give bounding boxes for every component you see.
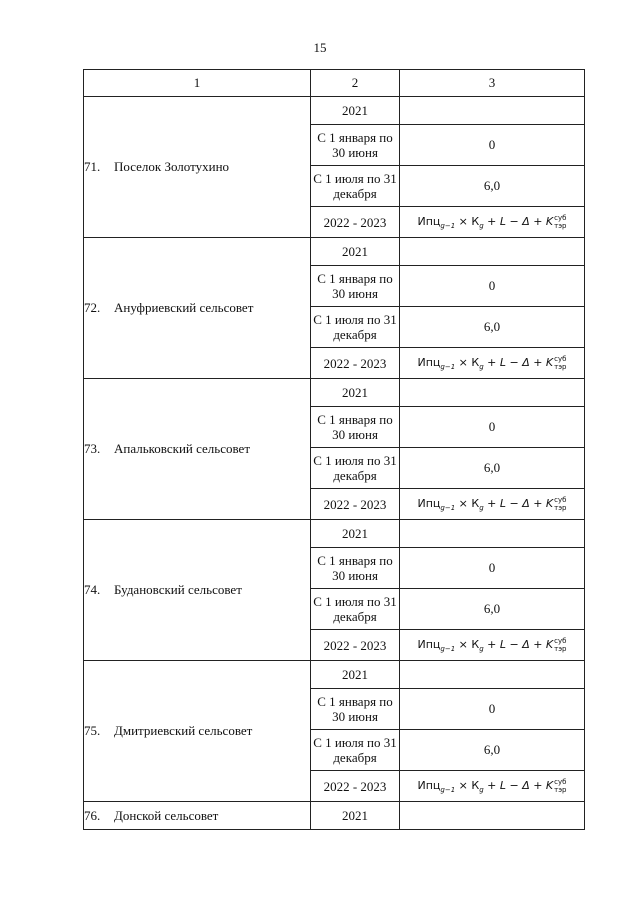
settlement-cell	[84, 238, 311, 379]
period-cell: С 1 января по 30 июня	[311, 548, 400, 589]
empty-cell	[400, 520, 585, 548]
formula-base: Ипц	[417, 637, 441, 651]
formula-base-subscript: g−1	[440, 504, 456, 513]
empty-cell	[400, 661, 585, 689]
settlement-number: 73.	[84, 441, 101, 456]
year-cell: 2021	[311, 520, 400, 548]
empty-cell	[400, 379, 585, 407]
period-cell: С 1 января по 30 июня	[311, 689, 400, 730]
formula-times-k: × К	[455, 637, 480, 651]
formula-times-k: × К	[455, 214, 480, 228]
settlement-cell	[84, 97, 311, 238]
period-cell: 2022 - 2023	[311, 489, 400, 520]
formula-base: Ипц	[417, 496, 441, 510]
formula-base-subscript: g−1	[440, 222, 456, 231]
period-cell: С 1 июля по 31 декабря	[311, 589, 400, 630]
formula-rest: + L − Δ + K	[483, 355, 554, 369]
value-cell: 6,0	[400, 730, 585, 771]
table-row	[84, 379, 585, 407]
empty-cell	[400, 802, 585, 830]
formula-k-subscript2: тэр	[554, 503, 567, 512]
period-cell: С 1 июля по 31 декабря	[311, 448, 400, 489]
formula-base: Ипц	[417, 214, 441, 228]
formula-cell	[400, 207, 585, 238]
period-cell: 2022 - 2023	[311, 630, 400, 661]
table-row	[84, 520, 585, 548]
empty-cell	[400, 238, 585, 266]
formula-k-subscript: g	[479, 645, 484, 654]
year-cell: 2021	[311, 97, 400, 125]
formula-k-superscript: суб	[554, 636, 567, 645]
formula-k-subscript2: тэр	[554, 785, 567, 794]
page-number: 15	[313, 40, 327, 55]
settlement-name: Ануфриевский сельсовет	[114, 300, 254, 315]
formula-k-superscript: суб	[554, 354, 567, 363]
period-cell: 2022 - 2023	[311, 771, 400, 802]
settlement-cell	[84, 520, 311, 661]
settlement-cell	[84, 379, 311, 520]
formula-cell	[400, 348, 585, 379]
period-cell: 2022 - 2023	[311, 207, 400, 238]
period-cell: С 1 июля по 31 декабря	[311, 307, 400, 348]
settlement-number: 71.	[84, 159, 101, 174]
formula-times-k: × К	[455, 355, 480, 369]
formula-cell	[400, 630, 585, 661]
value-cell: 6,0	[400, 448, 585, 489]
settlement-number: 75.	[84, 723, 101, 738]
settlement-name: Будановский сельсовет	[114, 582, 242, 597]
period-cell: 2022 - 2023	[311, 348, 400, 379]
value-cell: 6,0	[400, 166, 585, 207]
formula-base-subscript: g−1	[440, 786, 456, 795]
formula-k-superscript: суб	[554, 777, 567, 786]
formula-base: Ипц	[417, 355, 441, 369]
value-cell: 0	[400, 689, 585, 730]
formula-rest: + L − Δ + K	[483, 637, 554, 651]
period-cell: С 1 января по 30 июня	[311, 407, 400, 448]
value-cell: 6,0	[400, 589, 585, 630]
formula-times-k: × К	[455, 496, 480, 510]
year-cell: 2021	[311, 379, 400, 407]
formula-base: Ипц	[417, 778, 441, 792]
formula-k-subscript: g	[479, 504, 484, 513]
formula-k-indices	[554, 214, 566, 230]
year-cell: 2021	[311, 238, 400, 266]
formula-rest: + L − Δ + K	[483, 214, 554, 228]
formula-times-k: × К	[455, 778, 480, 792]
formula-k-subscript2: тэр	[554, 362, 567, 371]
settlement-cell	[84, 802, 311, 830]
empty-cell	[400, 97, 585, 125]
value-cell: 0	[400, 548, 585, 589]
column-header: 1	[84, 70, 311, 97]
table-header-row	[84, 70, 585, 97]
value-cell: 6,0	[400, 307, 585, 348]
formula-rest: + L − Δ + K	[483, 778, 554, 792]
year-cell: 2021	[311, 802, 400, 830]
column-header: 3	[400, 70, 585, 97]
table-row	[84, 238, 585, 266]
settlement-name: Поселок Золотухино	[114, 159, 230, 174]
settlement-name: Донской сельсовет	[114, 807, 219, 823]
formula-k-indices	[554, 355, 566, 371]
value-cell: 0	[400, 266, 585, 307]
settlement-name: Апальковский сельсовет	[114, 441, 251, 456]
formula-k-subscript2: тэр	[554, 644, 567, 653]
table-row	[84, 97, 585, 125]
settlement-number: 74.	[84, 582, 101, 597]
period-cell: С 1 января по 30 июня	[311, 125, 400, 166]
formula-k-indices	[554, 496, 566, 512]
formula-k-indices	[554, 637, 566, 653]
formula-base-subscript: g−1	[440, 363, 456, 372]
period-cell: С 1 июля по 31 декабря	[311, 730, 400, 771]
period-cell: С 1 июля по 31 декабря	[311, 166, 400, 207]
formula-cell	[400, 771, 585, 802]
year-cell: 2021	[311, 661, 400, 689]
value-cell: 0	[400, 407, 585, 448]
settlement-number: 76.	[84, 807, 101, 823]
formula-cell	[400, 489, 585, 520]
formula-k-subscript2: тэр	[554, 221, 567, 230]
tariff-table	[83, 69, 585, 830]
table-row	[84, 802, 585, 830]
formula-k-indices	[554, 778, 566, 794]
formula-rest: + L − Δ + K	[483, 496, 554, 510]
table-row	[84, 661, 585, 689]
settlement-cell	[84, 661, 311, 802]
formula-k-subscript: g	[479, 786, 484, 795]
column-header: 2	[311, 70, 400, 97]
settlement-number: 72.	[84, 300, 101, 315]
formula-k-subscript: g	[479, 222, 484, 231]
settlement-name: Дмитриевский сельсовет	[114, 723, 253, 738]
formula-k-subscript: g	[479, 363, 484, 372]
period-cell: С 1 января по 30 июня	[311, 266, 400, 307]
formula-base-subscript: g−1	[440, 645, 456, 654]
formula-k-superscript: суб	[554, 213, 567, 222]
value-cell: 0	[400, 125, 585, 166]
formula-k-superscript: суб	[554, 495, 567, 504]
